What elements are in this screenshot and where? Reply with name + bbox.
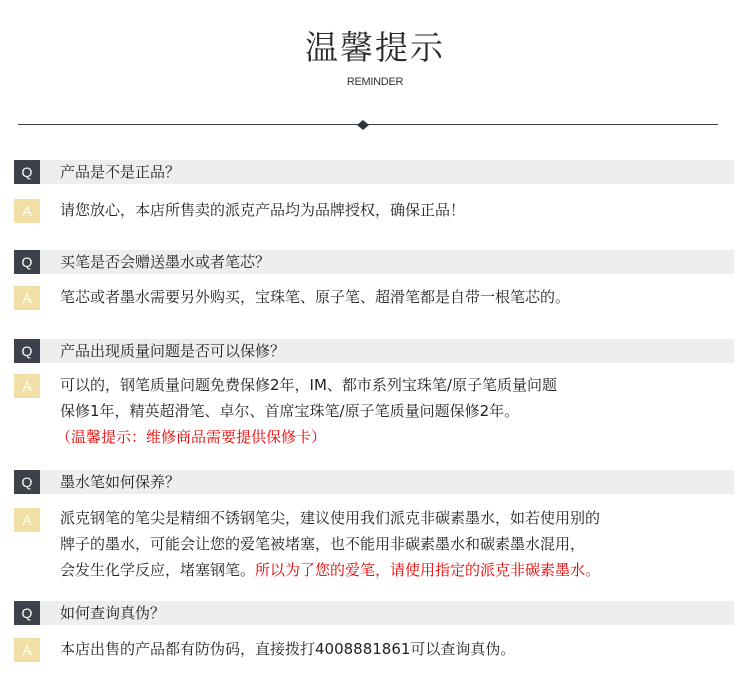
q-badge: Q xyxy=(14,601,40,625)
a-badge: A xyxy=(14,286,40,310)
a-badge: A xyxy=(14,374,40,398)
answer-note: （温馨提示：维修商品需要提供保修卡） xyxy=(56,428,327,446)
q-badge: Q xyxy=(14,250,40,274)
answer-line: 可以的，钢笔质量问题免费保修2年，IM、都市系列宝珠笔/原子笔质量问题 xyxy=(60,376,557,394)
faq-question-1 xyxy=(14,160,734,184)
a-badge: A xyxy=(14,508,40,532)
a-badge: A xyxy=(14,638,40,662)
divider-diamond-icon xyxy=(356,118,370,132)
question-text: 产品出现质量问题是否可以保修？ xyxy=(60,342,286,360)
question-text: 如何查询真伪？ xyxy=(60,604,166,622)
a-badge: A xyxy=(14,199,40,223)
page-title: 温馨提示 xyxy=(305,28,445,67)
question-text: 墨水笔如何保养？ xyxy=(60,473,181,491)
page-subtitle: REMINDER xyxy=(346,76,404,88)
answer-text-highlight: 所以为了您的爱笔，请使用指定的派克非碳素墨水。 xyxy=(255,561,601,579)
answer-line: 本店出售的产品都有防伪码，直接拨打4008881861可以查询真伪。 xyxy=(60,640,516,658)
q-badge: Q xyxy=(14,470,40,494)
answer-line: 牌子的墨水，可能会让您的爱笔被堵塞，也不能用非碳素墨水和碳素墨水混用， xyxy=(60,535,586,553)
faq-question-4 xyxy=(14,470,734,494)
answer-line: 保修1年，精英超滑笔、卓尔、首席宝珠笔/原子笔质量问题保修2年。 xyxy=(60,402,520,420)
faq-question-2 xyxy=(14,250,734,274)
answer-text-plain: 会发生化学反应，堵塞钢笔。 xyxy=(60,561,256,579)
answer-line: 笔芯或者墨水需要另外购买，宝珠笔、原子笔、超滑笔都是自带一根笔芯的。 xyxy=(60,288,571,306)
answer-line-last xyxy=(60,558,600,583)
answer-line: 请您放心，本店所售卖的派克产品均为品牌授权，确保正品！ xyxy=(60,201,466,219)
answer-line: 派克钢笔的笔尖是精细不锈钢笔尖，建议使用我们派克非碳素墨水，如若使用别的 xyxy=(60,509,601,527)
faq-question-5 xyxy=(14,601,734,625)
q-badge: Q xyxy=(14,339,40,363)
q-badge: Q xyxy=(14,160,40,184)
question-text: 产品是不是正品？ xyxy=(60,163,181,181)
faq-question-3 xyxy=(14,339,734,363)
question-text: 买笔是否会赠送墨水或者笔芯？ xyxy=(60,253,271,271)
